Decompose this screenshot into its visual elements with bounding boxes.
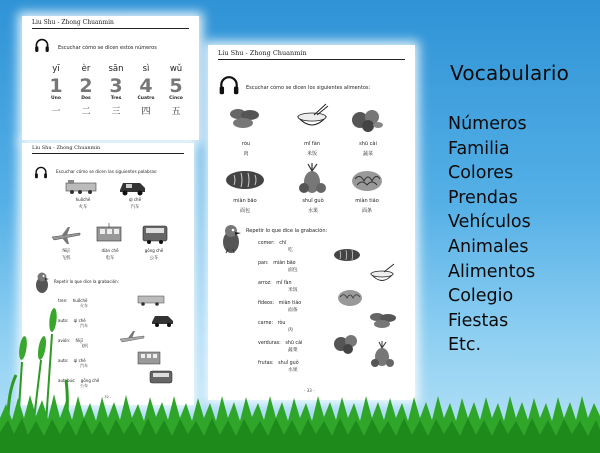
instruction-text: Escuchar cómo se dicen las siguientes palabras: bbox=[56, 169, 158, 174]
vocab-item-prendas: Prendas bbox=[448, 187, 518, 208]
pinyin-label: mǐ fàn bbox=[304, 141, 320, 147]
hanzi-label: 蔬菜 bbox=[362, 151, 373, 157]
hanzi-label: 面包 bbox=[288, 268, 298, 273]
pinyin-label: gōng chē bbox=[80, 378, 100, 383]
hanzi-label: 面包 bbox=[239, 208, 250, 214]
digit-2-icon: 2 bbox=[79, 75, 93, 97]
hanzi-label: 面条 bbox=[288, 308, 298, 313]
vocab-item-etc: Etc. bbox=[448, 335, 482, 356]
pinyin-label: sān bbox=[108, 64, 124, 74]
spanish-word: frutas: bbox=[258, 361, 274, 366]
spanish-word: tren: bbox=[58, 298, 68, 303]
hanzi-label: 电车 bbox=[105, 256, 115, 261]
hanzi-label: 肉 bbox=[243, 151, 249, 157]
pinyin-label: fēijī bbox=[75, 338, 83, 343]
number-word: Dos bbox=[81, 96, 91, 101]
pinyin-label: qì chē bbox=[73, 318, 86, 323]
hanzi-label: 水果 bbox=[288, 368, 298, 373]
hanzi-label: 火车 bbox=[78, 205, 88, 210]
hanzi-label: 米饭 bbox=[306, 151, 317, 157]
pinyin-label: shuǐ guǒ bbox=[278, 361, 299, 366]
page-header-text: Liu Shu - Zhong Chuanmin bbox=[32, 19, 114, 26]
vocab-item-colores: Colores bbox=[448, 163, 514, 184]
vocab-item-familia: Familia bbox=[448, 138, 510, 159]
pinyin-label: èr bbox=[81, 64, 91, 74]
hanzi-label: 火车 bbox=[80, 303, 88, 308]
vocab-item-colegio: Colegio bbox=[448, 286, 514, 307]
vocab-item-animales: Animales bbox=[448, 236, 529, 257]
pinyin-label: fēijī bbox=[62, 248, 70, 253]
hanzi-label: 蔬菜 bbox=[288, 348, 298, 353]
hanzi-label: 汽车 bbox=[130, 205, 140, 210]
number-word: Cinco bbox=[169, 96, 183, 101]
hanzi-label: 飞机 bbox=[61, 256, 71, 261]
hanzi-label: 水果 bbox=[307, 208, 318, 214]
pinyin-label: mǐ fàn bbox=[276, 281, 292, 286]
pinyin-label: qì chē bbox=[73, 358, 86, 363]
vocab-item-vehiculos: Vehículos bbox=[448, 212, 531, 233]
spanish-word: carne: bbox=[258, 321, 274, 326]
spanish-word: pan: bbox=[258, 261, 269, 266]
hanzi-label: 米饭 bbox=[288, 288, 298, 293]
number-word: Cuatro bbox=[137, 96, 155, 101]
vocab-item-numeros: Números bbox=[448, 114, 527, 134]
pinyin-label: sì bbox=[142, 64, 150, 74]
page-header-text: Liu Shu - Zhong Chuanmin bbox=[218, 49, 307, 57]
pinyin-label: miàn bāo bbox=[273, 261, 296, 266]
vocab-item-fiestas: Fiestas bbox=[448, 310, 509, 331]
spanish-word: avión: bbox=[58, 338, 71, 343]
hanzi-label: 面条 bbox=[361, 208, 372, 214]
pinyin-label: shū cài bbox=[285, 341, 303, 346]
page-number: - 33 - bbox=[304, 388, 315, 393]
pinyin-label: shuǐ guǒ bbox=[302, 198, 324, 204]
pinyin-label: ròu bbox=[277, 321, 286, 326]
pinyin-label: miàn tiáo bbox=[355, 198, 379, 204]
vocabulary-title: Vocabulario bbox=[450, 61, 570, 85]
hanzi-label: 公车 bbox=[80, 383, 88, 388]
digit-1-icon: 1 bbox=[49, 75, 63, 97]
spanish-word: auto: bbox=[58, 358, 69, 363]
hanzi-label: 公车 bbox=[149, 256, 159, 261]
page-number: - 32 - bbox=[102, 395, 112, 399]
hanzi-label: 一 bbox=[51, 107, 61, 117]
hanzi-label: 三 bbox=[111, 107, 121, 117]
pinyin-label: miàn bāo bbox=[233, 198, 257, 204]
spanish-word: arroz: bbox=[258, 281, 272, 286]
instruction-text: Escuchar cómo se dicen los siguientes alimentos: bbox=[246, 85, 371, 91]
page-header-text: Liu Shu - Zhong Chuanmin bbox=[32, 145, 101, 151]
hanzi-label: 四 bbox=[141, 107, 151, 117]
repeat-instruction: Repetir lo que dice la grabación: bbox=[246, 228, 328, 234]
pinyin-label: wǔ bbox=[169, 64, 183, 74]
pinyin-label: qì chē bbox=[128, 197, 142, 202]
pinyin-label: miàn tiáo bbox=[278, 301, 302, 306]
number-word: Tres bbox=[110, 96, 122, 101]
pinyin-label: huǒchē bbox=[72, 298, 88, 303]
pinyin-label: yī bbox=[52, 64, 60, 74]
pinyin-label: gōng chē bbox=[144, 248, 164, 253]
pinyin-label: shū cài bbox=[359, 141, 377, 147]
hanzi-label: 汽车 bbox=[80, 363, 88, 368]
vocab-item-alimentos: Alimentos bbox=[448, 261, 536, 282]
spanish-word: fideos: bbox=[258, 301, 275, 306]
spanish-word: autobús: bbox=[58, 378, 76, 383]
pinyin-label: chī bbox=[279, 241, 287, 246]
spanish-word: auto: bbox=[58, 318, 69, 323]
digit-5-icon: 5 bbox=[169, 75, 183, 97]
spanish-word: verduras: bbox=[258, 341, 281, 346]
digit-3-icon: 3 bbox=[109, 75, 123, 97]
hanzi-label: 二 bbox=[81, 107, 91, 117]
number-word: Uno bbox=[51, 96, 61, 101]
pinyin-label: diàn chē bbox=[101, 248, 119, 253]
hanzi-label: 吃 bbox=[288, 248, 293, 253]
spanish-word: comer: bbox=[258, 241, 275, 246]
instruction-text: Escuchar cómo se dicen estos números bbox=[58, 45, 157, 51]
pinyin-label: ròu bbox=[241, 141, 251, 147]
hanzi-label: 肉 bbox=[288, 328, 293, 333]
repeat-instruction: Repetir lo que dice la grabación: bbox=[54, 279, 119, 284]
pinyin-label: huǒchē bbox=[75, 197, 91, 202]
hanzi-label: 汽车 bbox=[80, 323, 88, 328]
digit-4-icon: 4 bbox=[139, 75, 153, 97]
hanzi-label: 五 bbox=[171, 107, 181, 117]
hanzi-label: 飞机 bbox=[80, 343, 88, 348]
